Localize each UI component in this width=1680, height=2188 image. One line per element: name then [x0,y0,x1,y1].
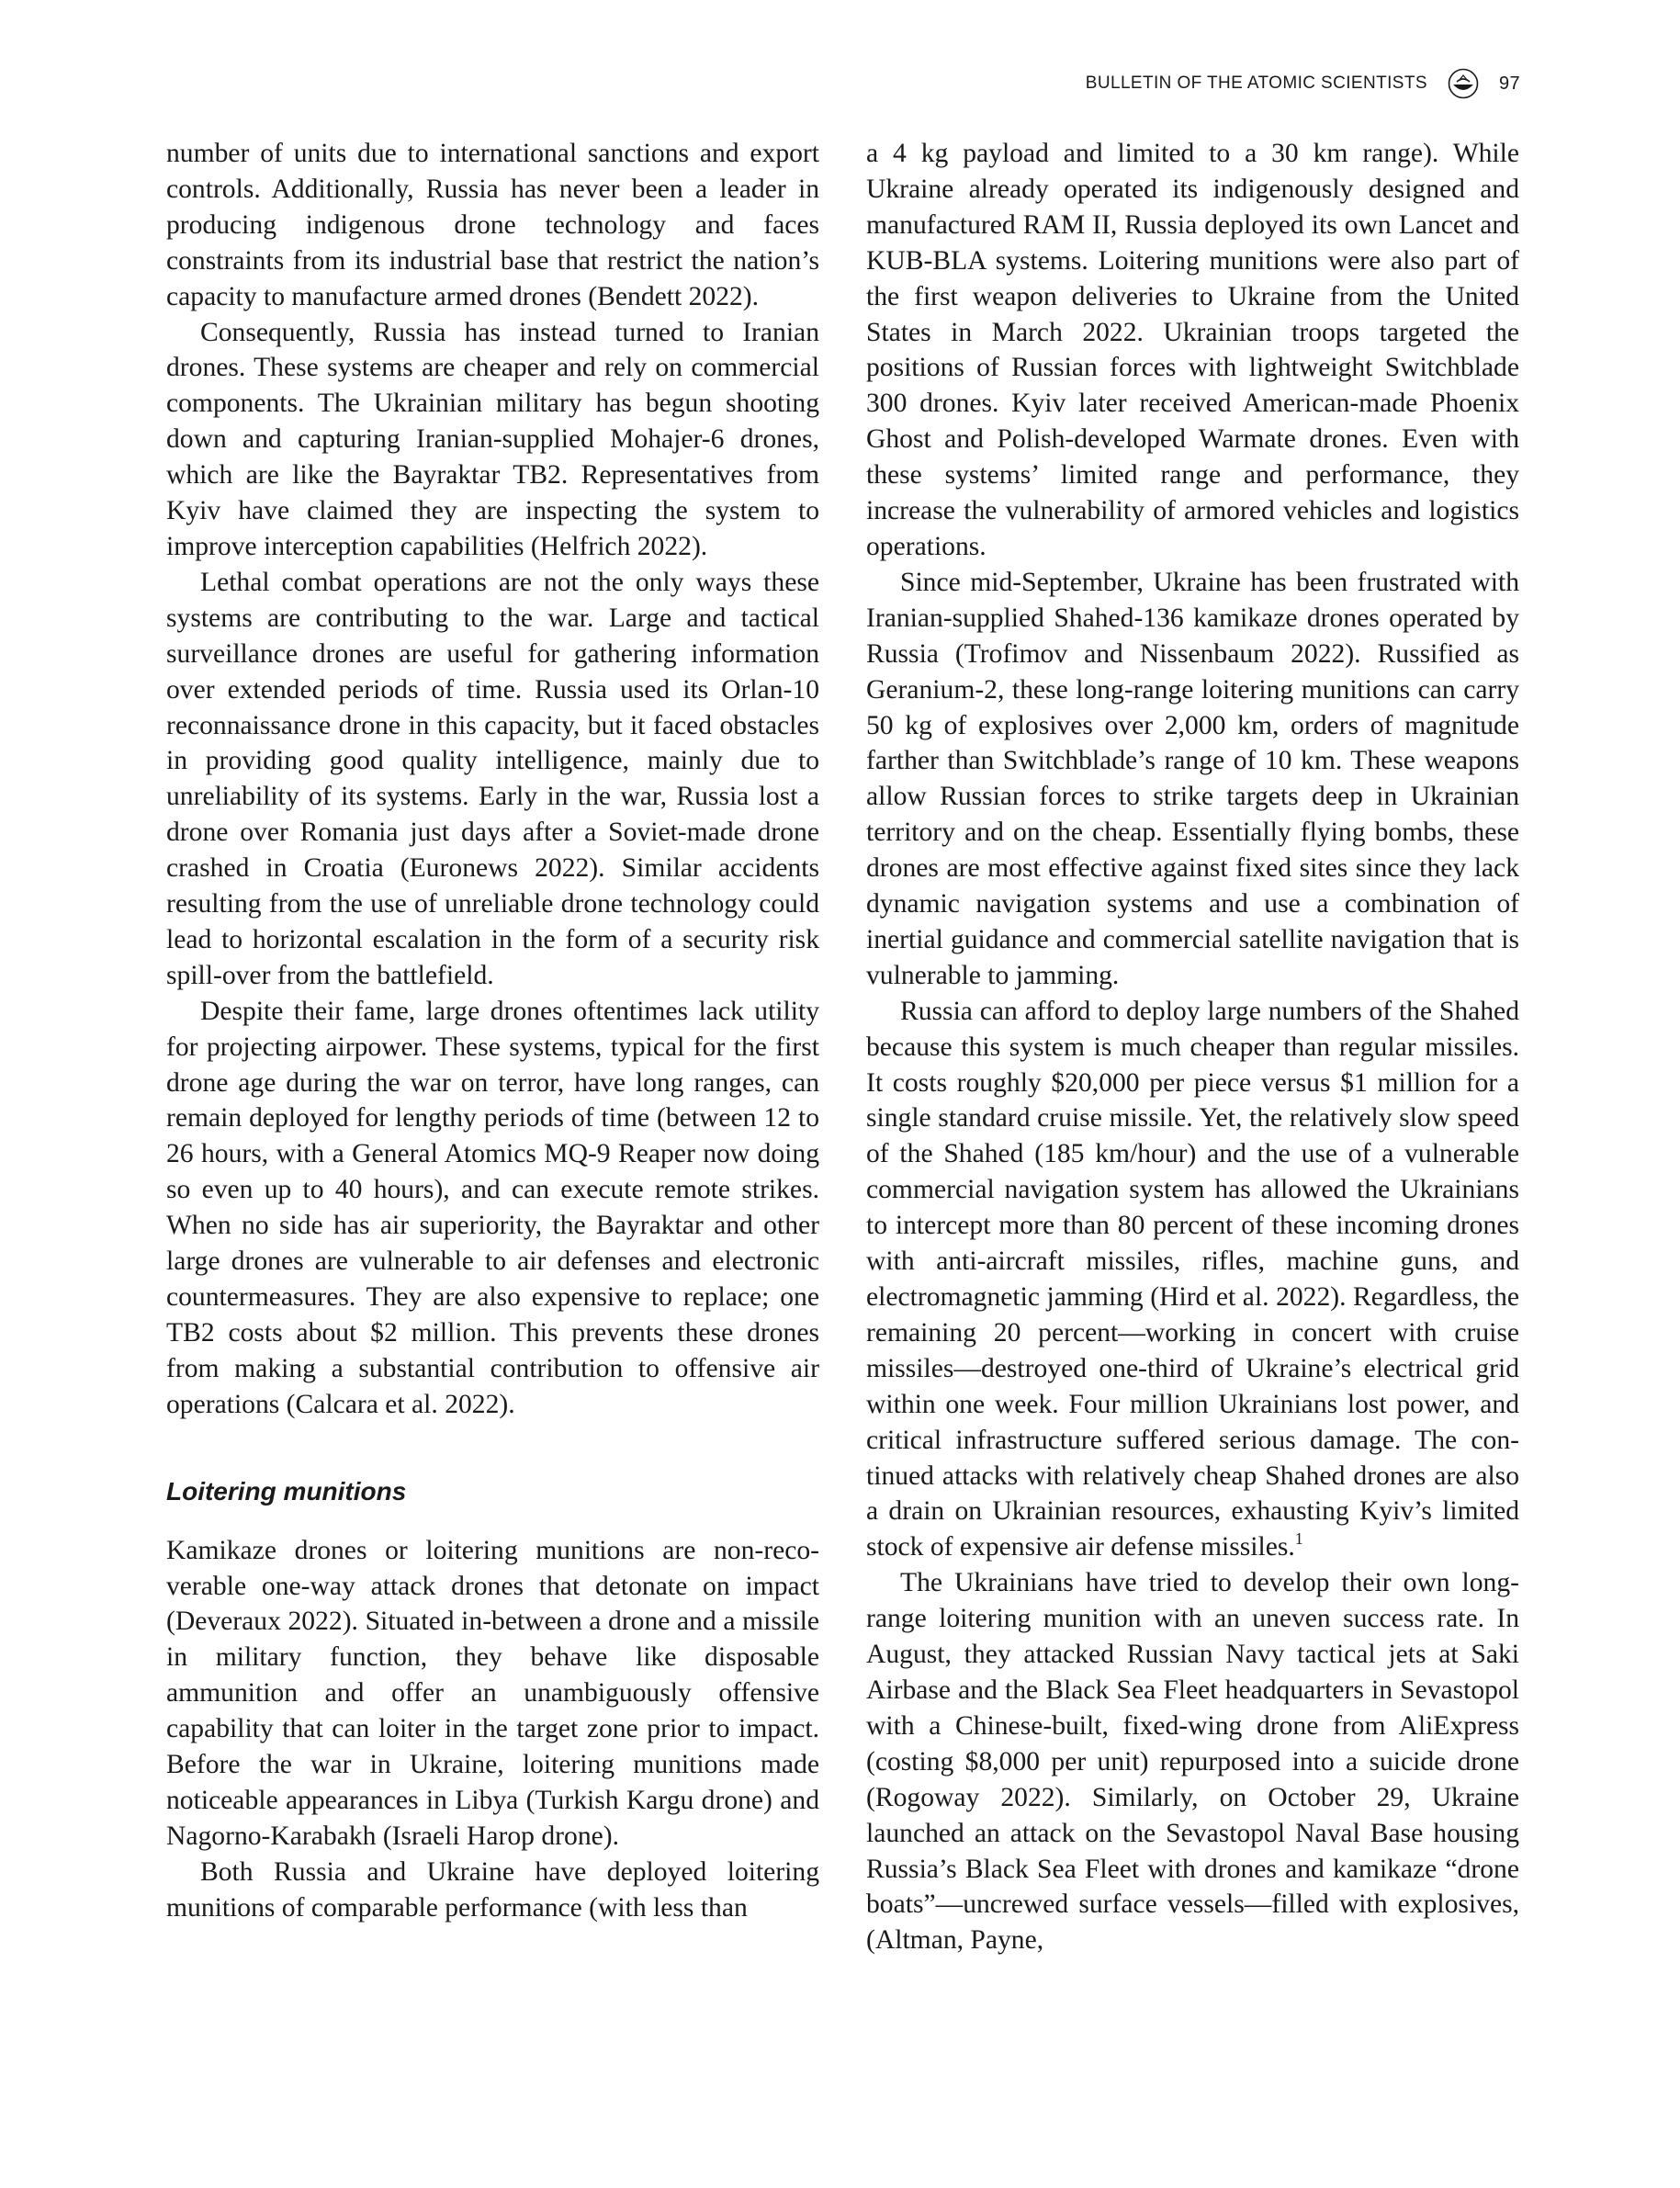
body-paragraph: Since mid-September, Ukraine has been frustrated with Iranian-supplied Shahed-136 kamikaze drones operated by Russia (Trofimov and Nissenbaum 2022). Russified as Geranium-2, these long-range loitering munitions can carry 50 kg of explosives over 2,000 km, orders of magnitude farther than Switchblade’s range of 10 km. These weapons allow Russian forces to strike targets deep in Ukrainian territory and on the cheap. Essentially flying bombs, these drones are most effective against fixed sites since they lack dynamic navigation systems and use a combination of inertial guidance and commercial satellite navigation that is vulnerable to jamming. [866,567,1519,990]
body-paragraph: number of units due to international sanctions and export controls. Additionally, Russia has never been a leader in producing indigenous drone technology and faces constraints from its industrial base that restrict the nation’s capacity to manufacture armed drones (Bendett 2022). [166,139,819,311]
body-paragraph: Both Russia and Ukraine have deployed loitering munitions of comparable performance (with less than [166,1856,819,1923]
paragraph-text: Russia can afford to deploy large numbers of the Shahed because this system is much cheaper than regular missiles. It costs roughly $20,000 per piece versus $1 million for a single standard cruise missile. Yet, the relatively slow speed of the Shahed (185 km/hour) and the use of a vulnerable commercial navigation system has allowed the Ukrainians to intercept more than 80 percent of these incoming drones with anti-aircraft missiles, rifles, machine guns, and electromagnetic jamming (Hird et al. 2022). Regardless, the remaining 20 percent—working in concert with cruise missiles—destroyed one-third of Ukraine’s electrical grid within one week. Four million Ukrainians lost power, and critical infrastructure suffered serious damage. The continued attacks with relatively cheap Shahed drones are also a drain on Ukrainian resources, exhausting Kyiv’s limited stock of expensive air defense missiles. [866,996,1519,1562]
body-paragraph: Kamikaze drones or loitering munitions are non-recoverable one-way attack drones that detonate on impact (Deveraux 2022). Situated in-between a drone and a missile in military function, they behave like disposable ammunition and offer an unambiguously offensive capability that can loiter in the target zone prior to impact. Before the war in Ukraine, loitering munitions made noticeable appearances in Libya (Turkish Kargu drone) and Nagorno-Karabakh (Israeli Harop drone). [166,1535,819,1851]
body-paragraph [866,994,1519,1566]
body-paragraph: Lethal combat operations are not the only ways these systems are contributing to the war. Large and tactical surveillance drones are useful for gathering information over extended periods of time. Russia used its Orlan-10 reconnaissance drone in this capacity, but it faced obstacles in providing good quality intelligence, mainly due to unreliability of its systems. Early in the war, Russia lost a drone over Romania just days after a Soviet-made drone crashed in Croatia (Euronews 2022). Similar accidents resulting from the use of unreliable drone technology could lead to horizontal escalation in the form of a security risk spill-over from the battlefield. [166,567,819,990]
right-column [866,136,1519,1958]
bulletin-logo-icon [1448,68,1479,99]
page-number: 97 [1498,73,1520,94]
journal-title: BULLETIN OF THE ATOMIC SCIENTISTS [1085,73,1427,93]
body-paragraph: Consequently, Russia has instead turned to Iranian drones. These systems are cheaper and rely on commercial components. The Ukrainian military has begun shooting down and capturing Iranian-supplied Mohajer-6 drones, which are like the Bayraktar TB2. Representatives from Kyiv have claimed they are inspecting the system to improve interception capabilities (Helfrich 2022). [166,317,819,561]
footnote-reference[interactable]: 1 [1294,1529,1303,1549]
running-head [1086,68,1520,99]
left-column [166,136,819,1926]
body-paragraph: a 4 kg payload and limited to a 30 km range). While Ukraine already operated its indigenously designed and manufactured RAM II, Russia deployed its own Lancet and KUB-BLA systems. Loitering munitions were also part of the first weapon deliveries to Ukraine from the United States in March 2022. Ukrainian troops targeted the positions of Russian forces with lightweight Switchblade 300 drones. Kyiv later received American-made Phoenix Ghost and Polish-developed Warmate drones. Even with these systems’ limited range and performance, they increase the vulnerability of armored vehicles and logistics operations. [866,139,1519,561]
body-paragraph: The Ukrainians have tried to develop their own long-range loitering munition with an uneven success rate. In August, they attacked Russian Navy tactical jets at Saki Airbase and the Black Sea Fleet headquarters in Sevastopol with a Chinese-built, fixed-wing drone from AliExpress (costing $8,000 per unit) repurposed into a suicide drone (Rogoway 2022). Similarly, on October 29, Ukraine launched an attack on the Sevastopol Naval Base housing Russia’s Black Sea Fleet with drones and kamikaze “drone boats”—uncrewed surface vessels—filled with explosives, (Altman, Payne, [866,1568,1519,1956]
body-paragraph: Despite their fame, large drones oftentimes lack utility for projecting airpower. These systems, typical for the first drone age during the war on terror, have long ranges, can remain deployed for lengthy periods of time (between 12 to 26 hours, with a General Atomics MQ-9 Reaper now doing so even up to 40 hours), and can execute remote strikes. When no side has air superiority, the Bayraktar and other large drones are vulnerable to air defenses and electronic countermeasures. They are also expensive to replace; one TB2 costs about $2 million. This prevents these drones from making a substantial contribution to offensive air operations (Calcara et al. 2022). [166,996,819,1419]
section-heading: Loitering munitions [166,1476,407,1506]
